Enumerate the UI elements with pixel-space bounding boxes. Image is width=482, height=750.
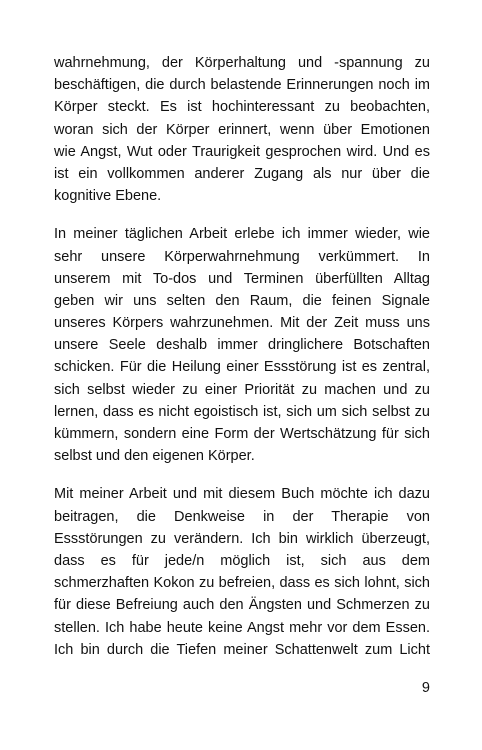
text-line: beschäftigen, die durch belastende Erinnerungen noch im [54,77,430,94]
text-line: schmerzhaften Kokon zu befreien, dass es sich lohnt, sich [54,575,430,592]
text-line: selbst und den eigenen Körper. [54,448,255,465]
text-line: dass es für jede/n möglich ist, sich aus dem [54,552,430,569]
text-line: lernen, dass es nicht egoistisch ist, sich um sich selbst zu [54,403,430,420]
text-line: In meiner täglichen Arbeit erlebe ich immer wieder, wie [54,226,430,243]
text-line: schicken. Für die Heilung einer Essstörung ist es zentral, [54,359,430,376]
page-number: 9 [421,680,430,696]
text-line: unseres Körpers wahrzunehmen. Mit der Zeit muss uns [54,315,430,332]
text-line: unserem mit To-dos und Terminen überfüllten Alltag [54,270,430,287]
text-line: wahrnehmung, der Körperhaltung und -spannung zu [54,55,430,71]
text-line: stellen. Ich habe heute keine Angst mehr vor dem Essen. [54,619,430,636]
paragraph-3 [54,483,430,661]
text-line: für diese Befreiung auch den Ängsten und Schmerzen zu [54,597,430,614]
text-line: beitragen, die Denkweise in der Therapie von [54,508,430,525]
text-line: kognitive Ebene. [54,188,162,205]
text-line: Mit meiner Arbeit und mit diesem Buch möchte ich dazu [54,486,430,503]
text-line: Ich bin durch die Tiefen meiner Schattenwelt zum Licht [54,641,430,658]
text-line: sehr unsere Körperwahrnehmung verkümmert. In [54,248,430,265]
text-line: Körper steckt. Es ist hochinteressant zu beobachten, [54,99,430,116]
paragraph-1 [54,52,430,207]
text-line: unsere Seele deshalb immer dringlichere Botschaften [54,337,430,354]
text-line: kümmern, sondern eine Form der Wertschätzung für sich [54,426,430,442]
text-line: Essstörungen zu verändern. Ich bin wirklich überzeugt, [54,530,430,547]
text-line: ist ein vollkommen anderer Zugang als nur über die [54,165,430,182]
text-line: wie Angst, Wut oder Traurigkeit gesprochen wird. Und es [54,143,430,160]
page-body [54,52,430,661]
paragraph-2 [54,223,430,467]
text-line: woran sich der Körper erinnert, wenn über Emotionen [54,121,430,138]
text-line: geben wir uns selten den Raum, die feinen Signale [54,292,430,309]
text-line: sich selbst wieder zu einer Priorität zu machen und zu [54,381,430,398]
